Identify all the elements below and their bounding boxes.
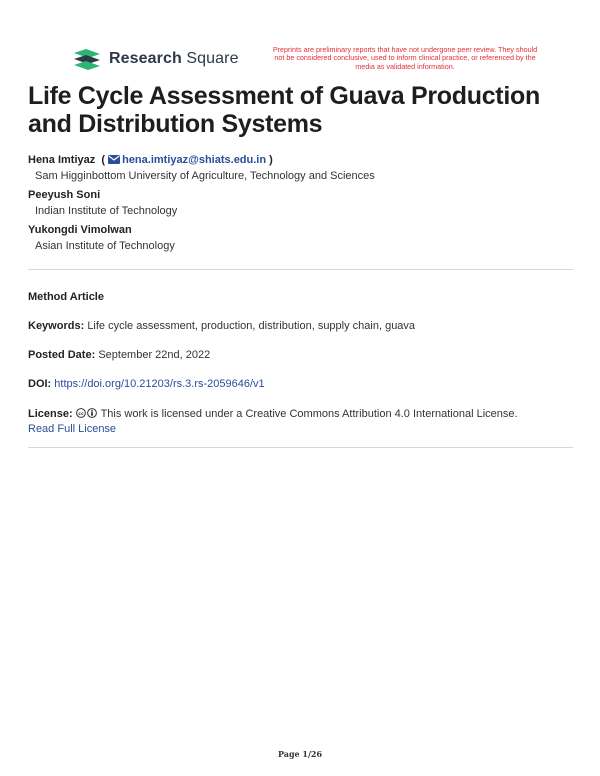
keywords-value: Life cycle assessment, production, distribution, supply chain, guava <box>87 320 416 332</box>
author-name-text: Hena Imtiyaz <box>28 154 96 166</box>
license-label: License: <box>28 408 73 420</box>
envelope-icon <box>108 155 120 164</box>
svg-text:cc: cc <box>77 411 84 417</box>
license-text: This work is licensed under a Creative Commons Attribution 4.0 International License. <box>100 408 518 420</box>
author-email-link[interactable]: hena.imtiyaz@shiats.edu.in <box>122 154 267 166</box>
author-name: Peeyush Soni <box>28 189 101 201</box>
author-list <box>28 152 568 257</box>
brand-name-research: Research <box>109 50 182 67</box>
divider <box>28 447 573 448</box>
attribution-icon <box>87 408 97 418</box>
author-affiliation: Sam Higginbottom University of Agriculture, Technology and Sciences <box>35 170 375 182</box>
doi-link[interactable]: https://doi.org/10.21203/rs.3.rs-2059646/v1 <box>54 378 265 390</box>
brand-name-square: Square <box>186 50 239 67</box>
cc-icon <box>76 408 86 418</box>
author-affiliation: Indian Institute of Technology <box>35 205 178 217</box>
brand-name <box>109 50 239 68</box>
posted-date <box>28 349 210 361</box>
posted-date-label: Posted Date: <box>28 349 96 361</box>
posted-date-value: September 22nd, 2022 <box>98 349 211 361</box>
license <box>28 408 573 435</box>
keywords <box>28 320 415 332</box>
read-full-license-link[interactable]: Read Full License <box>28 423 117 435</box>
preprint-disclaimer: Preprints are preliminary reports that have not undergone peer review. They should not be considered conclusive, used to inform clinical practice, or referenced by the media as validated information. <box>272 45 538 71</box>
divider <box>28 269 573 270</box>
doi-label: DOI: <box>28 378 52 390</box>
author-name: Hena Imtiyaz ( hena.imtiyaz@shiats.edu.in ) <box>28 154 273 166</box>
research-square-logo-icon <box>72 48 102 70</box>
research-square-logo[interactable] <box>72 48 239 70</box>
author-name: Yukongdi Vimolwan <box>28 224 132 236</box>
paper-title: Life Cycle Assessment of Guava Production and Distribution Systems <box>28 82 540 138</box>
author-affiliation: Asian Institute of Technology <box>35 240 175 252</box>
article-type: Method Article <box>28 291 104 303</box>
doi <box>28 378 265 390</box>
keywords-label: Keywords: <box>28 320 85 332</box>
page-number: Page 1/26 <box>277 749 323 759</box>
